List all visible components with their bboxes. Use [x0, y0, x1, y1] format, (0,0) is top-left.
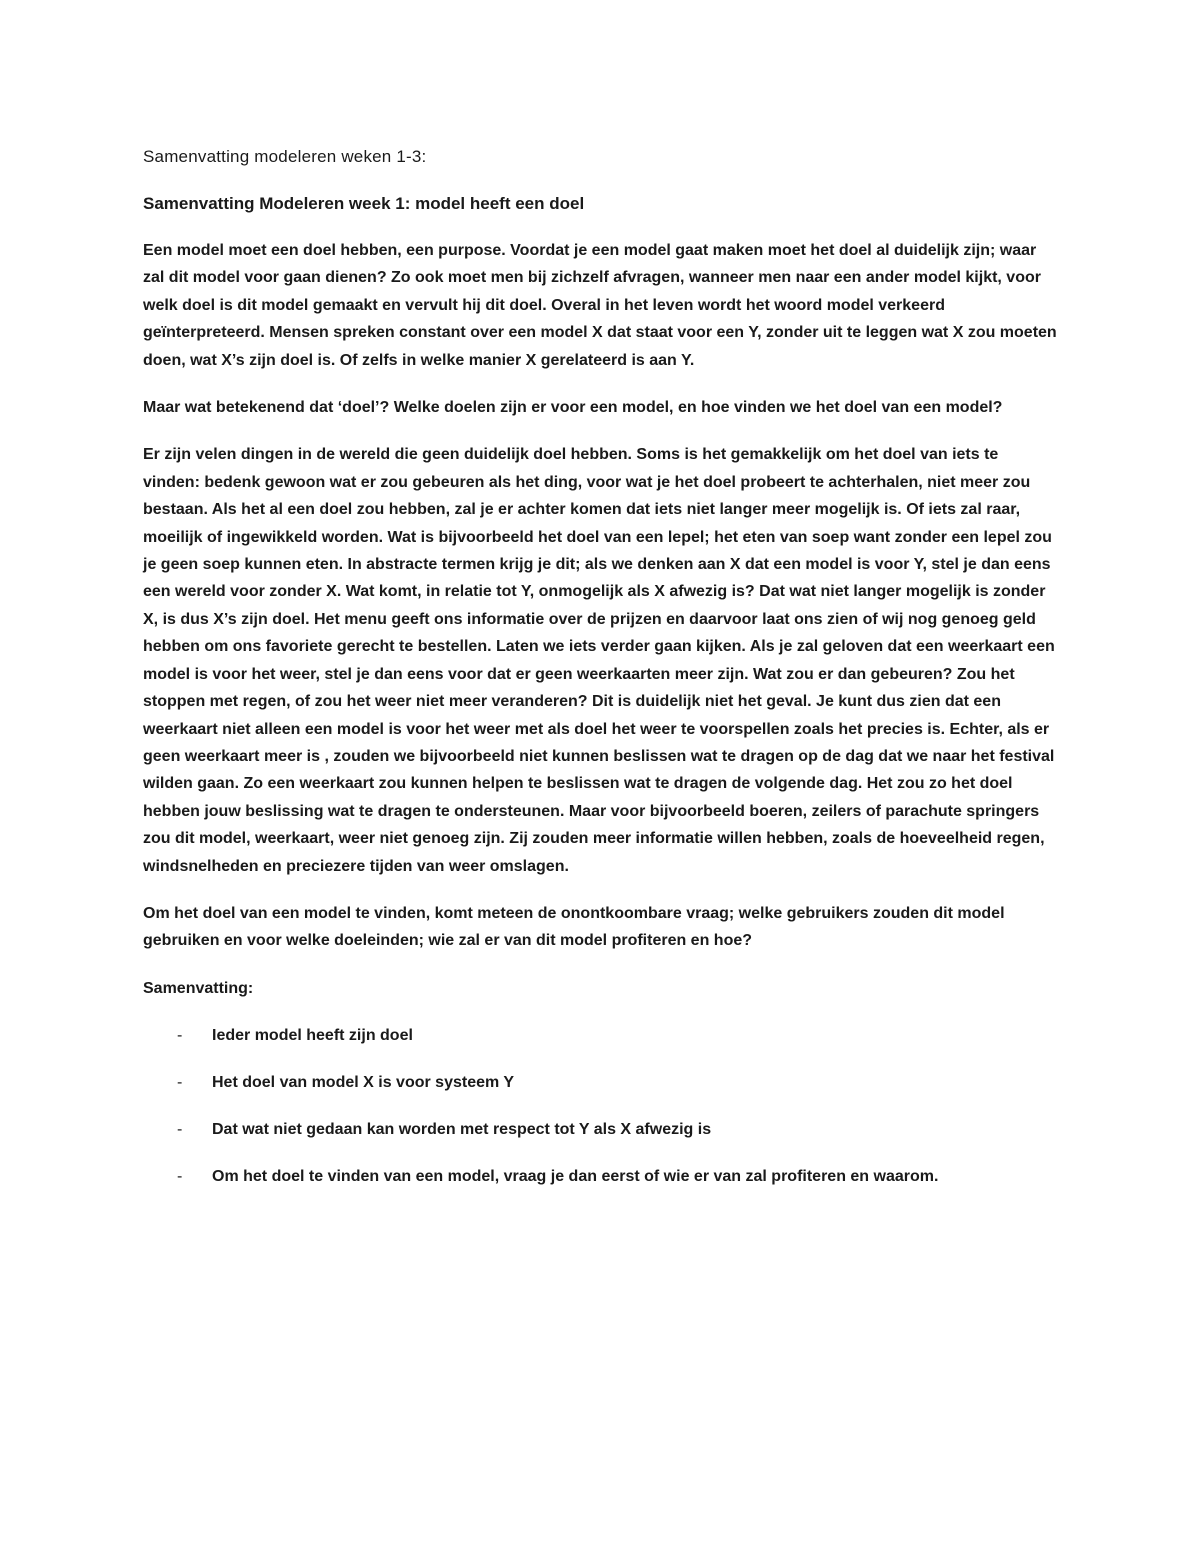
list-item-text: Om het doel te vinden van een model, vraag je dan eerst of wie er van zal profiteren en waarom.: [212, 1167, 939, 1185]
document-page: [143, 143, 1058, 1210]
document-title: Samenvatting modeleren weken 1-3:: [143, 147, 427, 166]
paragraph-conclusion: Om het doel van een model te vinden, komt meteen de onontkoombare vraag; welke gebruikers zouden dit model gebruiken en voor welke doeleinden; wie zal er van dit model profiteren en hoe?: [143, 904, 1005, 950]
list-item-text: Ieder model heeft zijn doel: [212, 1026, 413, 1044]
paragraph-explanation: Er zijn velen dingen in de wereld die geen duidelijk doel hebben. Soms is het gemakkelijk om het doel van iets te vinden: bedenk gewoon wat er zou gebeuren als het ding, voor wat je het doel probeert te achterhalen, niet meer zou bestaan. Als het al een doel zou hebben, zal je er achter komen dat iets niet langer meer mogelijk is. Of iets zal raar, moeilijk of ingewikkeld worden. Wat is bijvoorbeeld het doel van een lepel; het eten van soep want zonder een lepel zou je geen soep kunnen eten. In abstracte termen krijg je dit; als we denken aan X dat een model is voor Y, stel je dan eens een wereld voor zonder X. Wat komt, in relatie tot Y, onmogelijk als X afwezig is? Dat wat niet langer mogelijk is zonder X, is dus X’s zijn doel. Het menu geeft ons informatie over de prijzen en daarvoor laat ons zien of wij nog genoeg geld hebben om ons favoriete gerecht te bestellen. Laten we iets verder gaan kijken. Als je zal geloven dat een weerkaart een model is voor het weer, stel je dan eens voor dat er geen weerkaarten meer zijn. Wat zou er dan gebeuren? Zou het stoppen met regen, of zou het weer niet meer veranderen? Dit is duidelijk niet het geval. Je kunt dus zien dat een weerkaart niet alleen een model is voor het weer met als doel het weer te voorspellen zoals het precies is. Echter, als er geen weerkaart meer is , zouden we bijvoorbeeld niet kunnen beslissen wat te dragen op de dag dat we naar het festival wilden gaan. Zo een weerkaart zou kunnen helpen te beslissen wat te dragen de volgende dag. Het zou zo het doel hebben jouw beslissing wat te dragen te ondersteunen. Maar voor bijvoorbeeld boeren, zeilers of parachute springers zou dit model, weerkaart, weer niet genoeg zijn. Zij zouden meer informatie willen hebben, zoals de hoeveelheid regen, windsnelheden en preciezere tijden van weer omslagen.: [143, 446, 1055, 875]
list-item-text: Het doel van model X is voor systeem Y: [212, 1073, 515, 1091]
bullet-dash: -: [177, 1167, 183, 1185]
list-item: [143, 1069, 1058, 1096]
list-item-text: Dat wat niet gedaan kan worden met respect tot Y als X afwezig is: [212, 1120, 712, 1138]
bullet-dash: -: [177, 1073, 183, 1091]
paragraph-question: Maar wat betekenend dat ‘doel’? Welke doelen zijn er voor een model, en hoe vinden we het doel van een model?: [143, 399, 1003, 417]
bullet-dash: -: [177, 1120, 183, 1138]
list-item: [143, 1163, 1058, 1190]
section-title: Samenvatting Modeleren week 1: model heeft een doel: [143, 194, 585, 213]
list-item: [143, 1116, 1058, 1143]
summary-label: Samenvatting:: [143, 979, 254, 997]
list-item: [143, 1022, 1058, 1049]
bullet-dash: -: [177, 1026, 183, 1044]
summary-list: [143, 1022, 1058, 1190]
paragraph-intro: Een model moet een doel hebben, een purpose. Voordat je een model gaat maken moet het doel al duidelijk zijn; waar zal dit model voor gaan dienen? Zo ook moet men bij zichzelf afvragen, wanneer men naar een ander model kijkt, voor welk doel is dit model gemaakt en vervult hij dit doel. Overal in het leven wordt het woord model verkeerd geïnterpreteerd. Mensen spreken constant over een model X dat staat voor een Y, zonder uit te leggen wat X zou moeten doen, wat X’s zijn doel is. Of zelfs in welke manier X gerelateerd is aan Y.: [143, 242, 1057, 369]
